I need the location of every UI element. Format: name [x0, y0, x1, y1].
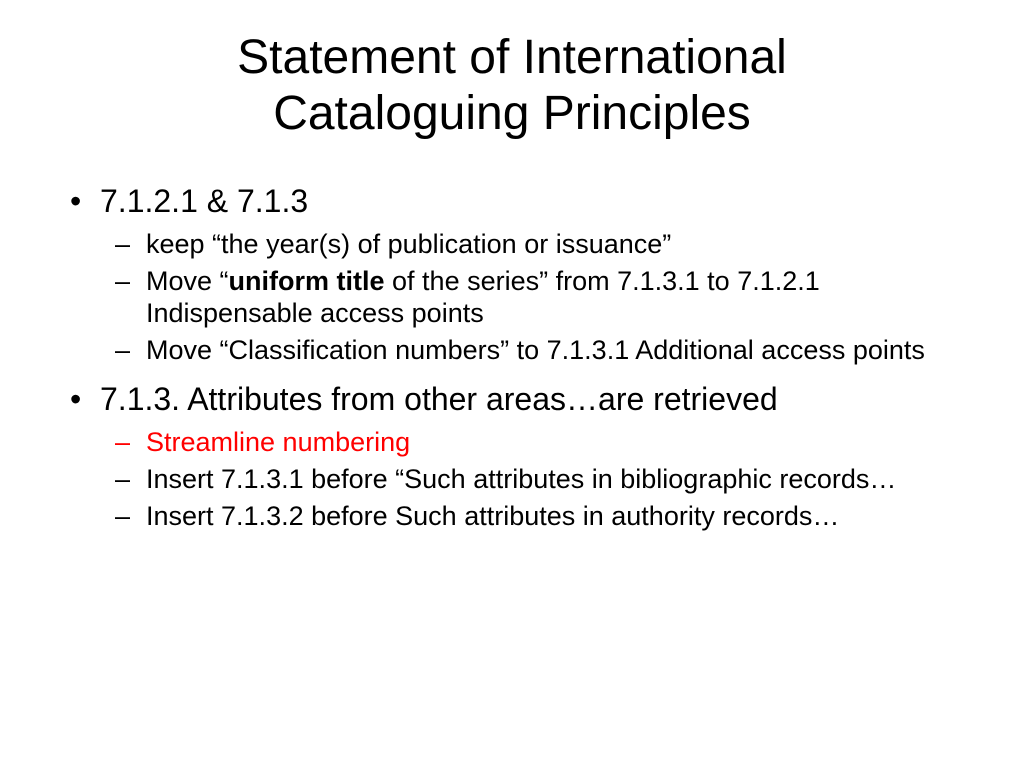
dash-icon: –	[115, 464, 131, 494]
sub-item-text-pre: Move “	[146, 266, 229, 296]
dash-icon: –	[115, 229, 131, 259]
sub-item	[70, 265, 970, 329]
title-line-2: Cataloguing Principles	[273, 87, 751, 140]
slide-title	[60, 30, 964, 142]
sub-item-text: keep “the year(s) of publication or issuance”	[146, 229, 672, 259]
bullet-icon: •	[70, 183, 82, 219]
bullet-section-1	[70, 182, 970, 220]
sub-item	[70, 463, 970, 495]
sub-item-text: Move “Classification numbers” to 7.1.3.1 Additional access points	[146, 335, 925, 365]
dash-icon: –	[115, 335, 131, 365]
bullet-icon: •	[70, 381, 82, 417]
section-heading: 7.1.2.1 & 7.1.3	[100, 183, 309, 219]
dash-icon: –	[115, 266, 131, 296]
sub-item-text: Insert 7.1.3.1 before “Such attributes in bibliographic records…	[146, 464, 897, 494]
sub-item-text: Streamline numbering	[146, 427, 411, 457]
sub-item	[70, 228, 970, 260]
sub-item-text-bold: uniform title	[228, 266, 385, 296]
title-line-1: Statement of International	[237, 31, 787, 84]
sub-item	[70, 334, 970, 366]
sub-item-highlighted	[70, 426, 970, 458]
sub-item-text: Insert 7.1.3.2 before Such attributes in authority records…	[146, 501, 840, 531]
slide-body	[70, 182, 970, 532]
dash-icon: –	[115, 501, 131, 531]
bullet-section-2	[70, 380, 970, 418]
sub-item-text-post: of the series” from 7.1.3.1 to 7.1.2.1 Indispensable access points	[146, 266, 820, 328]
sub-item	[70, 500, 970, 532]
section-heading: 7.1.3. Attributes from other areas…are retrieved	[100, 381, 778, 417]
dash-icon: –	[115, 427, 131, 457]
